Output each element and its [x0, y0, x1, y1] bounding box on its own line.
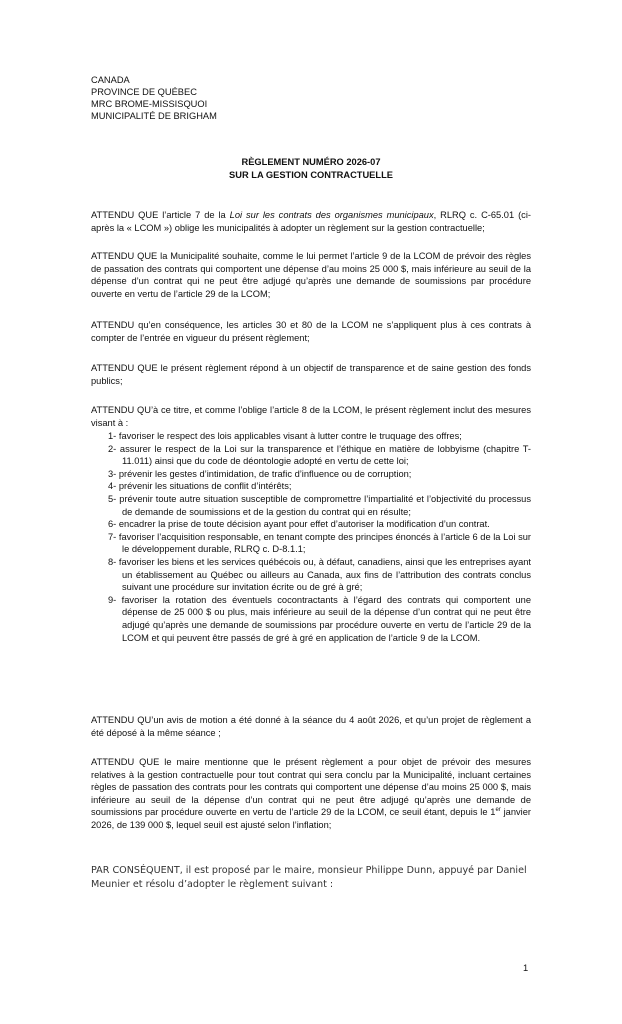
- paragraph-whereas-2: ATTENDU QUE la Municipalité souhaite, comme le lui permet l’article 9 de la LCOM de prévoir des règles de passation des contrats qui comportent une dépense d’au moins 25 000 $, mais inférieure au seuil de la dépense d’un contrat qui ne peut être adjugé qu’après une demande de soumissions par procédure ouverte en vertu de l’article 29 de la LCOM;: [91, 251, 531, 299]
- item-text: prévenir toute autre situation susceptible de compromettre l’impartialité et l’objectivité du processus de demande de soumissions et de la gestion du contrat qui en résulte;: [119, 493, 531, 517]
- item-text: prévenir les gestes d’intimidation, de trafic d’influence ou de corruption;: [118, 468, 412, 479]
- item-number: 2-: [108, 443, 117, 454]
- superscript: er: [495, 807, 501, 814]
- list-item: [108, 493, 531, 518]
- paragraph-text: ATTENDU QUE l’article 7 de la: [91, 210, 230, 220]
- paragraph-whereas-7: [91, 756, 531, 832]
- page-number: 1: [523, 963, 529, 973]
- header-country: CANADA: [91, 75, 130, 85]
- paragraph-text: janvier 2026, de 139 000 $, lequel seuil est ajusté selon l’inflation;: [91, 807, 531, 830]
- item-text: favoriser l’acquisition responsable, en tenant compte des principes énoncés à l’article 6 de la Loi sur le développement durable, RLRQ c. D-8.1.1;: [118, 531, 531, 555]
- header-municipality: MUNICIPALITÉ DE BRIGHAM: [91, 111, 217, 121]
- paragraph-whereas-5: ATTENDU QU’à ce titre, et comme l’oblige l’article 8 de la LCOM, le présent règlement inclut des mesures visant à :: [91, 405, 531, 428]
- list-item: [108, 518, 531, 531]
- paragraph-text: ATTENDU QUE le maire mentionne que le présent règlement a pour objet de prévoir des mesures relatives à la gestion contractuelle pour tout contrat qui sera conclu par la Municipalité, incluant certaines règles de passation des contrats pour les contrats qui comportent une dépense d’au moins 25 000 $, mais inférieure au seuil de la dépense d’un contrat qui ne peut être adjugé qu’après une demande de soumissions par procédure ouverte en vertu de l’article 29 de la LCOM, ce seuil étant, depuis le 1: [91, 757, 531, 818]
- measures-list: [108, 430, 531, 644]
- bylaw-title-number: RÈGLEMENT NUMÉRO 2026-07: [241, 157, 381, 167]
- item-number: 9-: [108, 594, 117, 605]
- item-text: favoriser la rotation des éventuels cocontractants à l’égard des contrats qui comportent une dépense de 25 000 $ ou plus, mais inférieure au seuil de la dépense d’un contrat qui ne peut être adjugé qu’après une demande de soumissions par procédure ouverte en vertu de l’article 29 de la LCOM et qui peuvent être passés de gré à gré en application de l’article 9 de la LCOM.: [121, 594, 531, 643]
- item-number: 1-: [108, 431, 117, 441]
- paragraph-text: , RLRQ c. C-65.01 (ci-après la « LCOM ») oblige les municipalités à adopter un règlement sur la gestion contractuelle;: [91, 210, 531, 233]
- item-text: favoriser le respect des lois applicables visant à lutter contre le truquage des offres;: [118, 431, 462, 441]
- paragraph-whereas-3: ATTENDU qu’en conséquence, les articles 30 et 80 de la LCOM ne s’appliquent plus à ces contrats à compter de l’entrée en vigueur du présent règlement;: [91, 320, 531, 343]
- item-text: favoriser les biens et les services québécois ou, à défaut, canadiens, ainsi que les entreprises ayant un établissement au Québec ou ailleurs au Canada, aux fins de l’attribution des contrats conclus suivant une procédure sur invitation écrite ou de gré à gré;: [118, 556, 531, 593]
- law-title: Loi sur les contrats des organismes municipaux: [229, 210, 434, 220]
- bylaw-title-subject: SUR LA GESTION CONTRACTUELLE: [229, 170, 393, 180]
- item-number: 7-: [108, 531, 117, 542]
- list-item: [108, 531, 531, 556]
- paragraph-whereas-6: ATTENDU QU’un avis de motion a été donné à la séance du 4 août 2026, et qu’un projet de règlement a été déposé à la même séance ;: [91, 715, 531, 738]
- paragraph-therefore: PAR CONSÉQUENT, il est proposé par le maire, monsieur Philippe Dunn, appuyé par Daniel Meunier et résolu d’adopter le règlement suivant :: [91, 865, 527, 890]
- list-item: [108, 480, 531, 493]
- paragraph-whereas-4: ATTENDU QUE le présent règlement répond à un objectif de transparence et de saine gestion des fonds publics;: [91, 363, 531, 386]
- list-item: [108, 430, 531, 443]
- item-number: 8-: [108, 556, 117, 567]
- list-item: [108, 556, 531, 594]
- list-item: [108, 594, 531, 644]
- item-number: 5-: [108, 493, 117, 504]
- list-item: [108, 468, 531, 481]
- item-number: 3-: [108, 468, 117, 479]
- paragraph-whereas-1: [91, 209, 531, 234]
- header-province: PROVINCE DE QUÉBEC: [91, 87, 197, 97]
- header-mrc: MRC BROME-MISSISQUOI: [91, 99, 208, 109]
- item-text: prévenir les situations de conflit d’intérêts;: [118, 481, 292, 492]
- list-item: [108, 443, 531, 468]
- item-text: assurer le respect de la Loi sur la transparence et l’éthique en matière de lobbyisme (chapitre T-11.011) ainsi que du code de déontologie adopté en vertu de cette loi;: [119, 443, 531, 467]
- item-text: encadrer la prise de toute décision ayant pour effet d’autoriser la modification d’un contrat.: [118, 519, 490, 530]
- item-number: 6-: [108, 519, 117, 530]
- item-number: 4-: [108, 481, 117, 492]
